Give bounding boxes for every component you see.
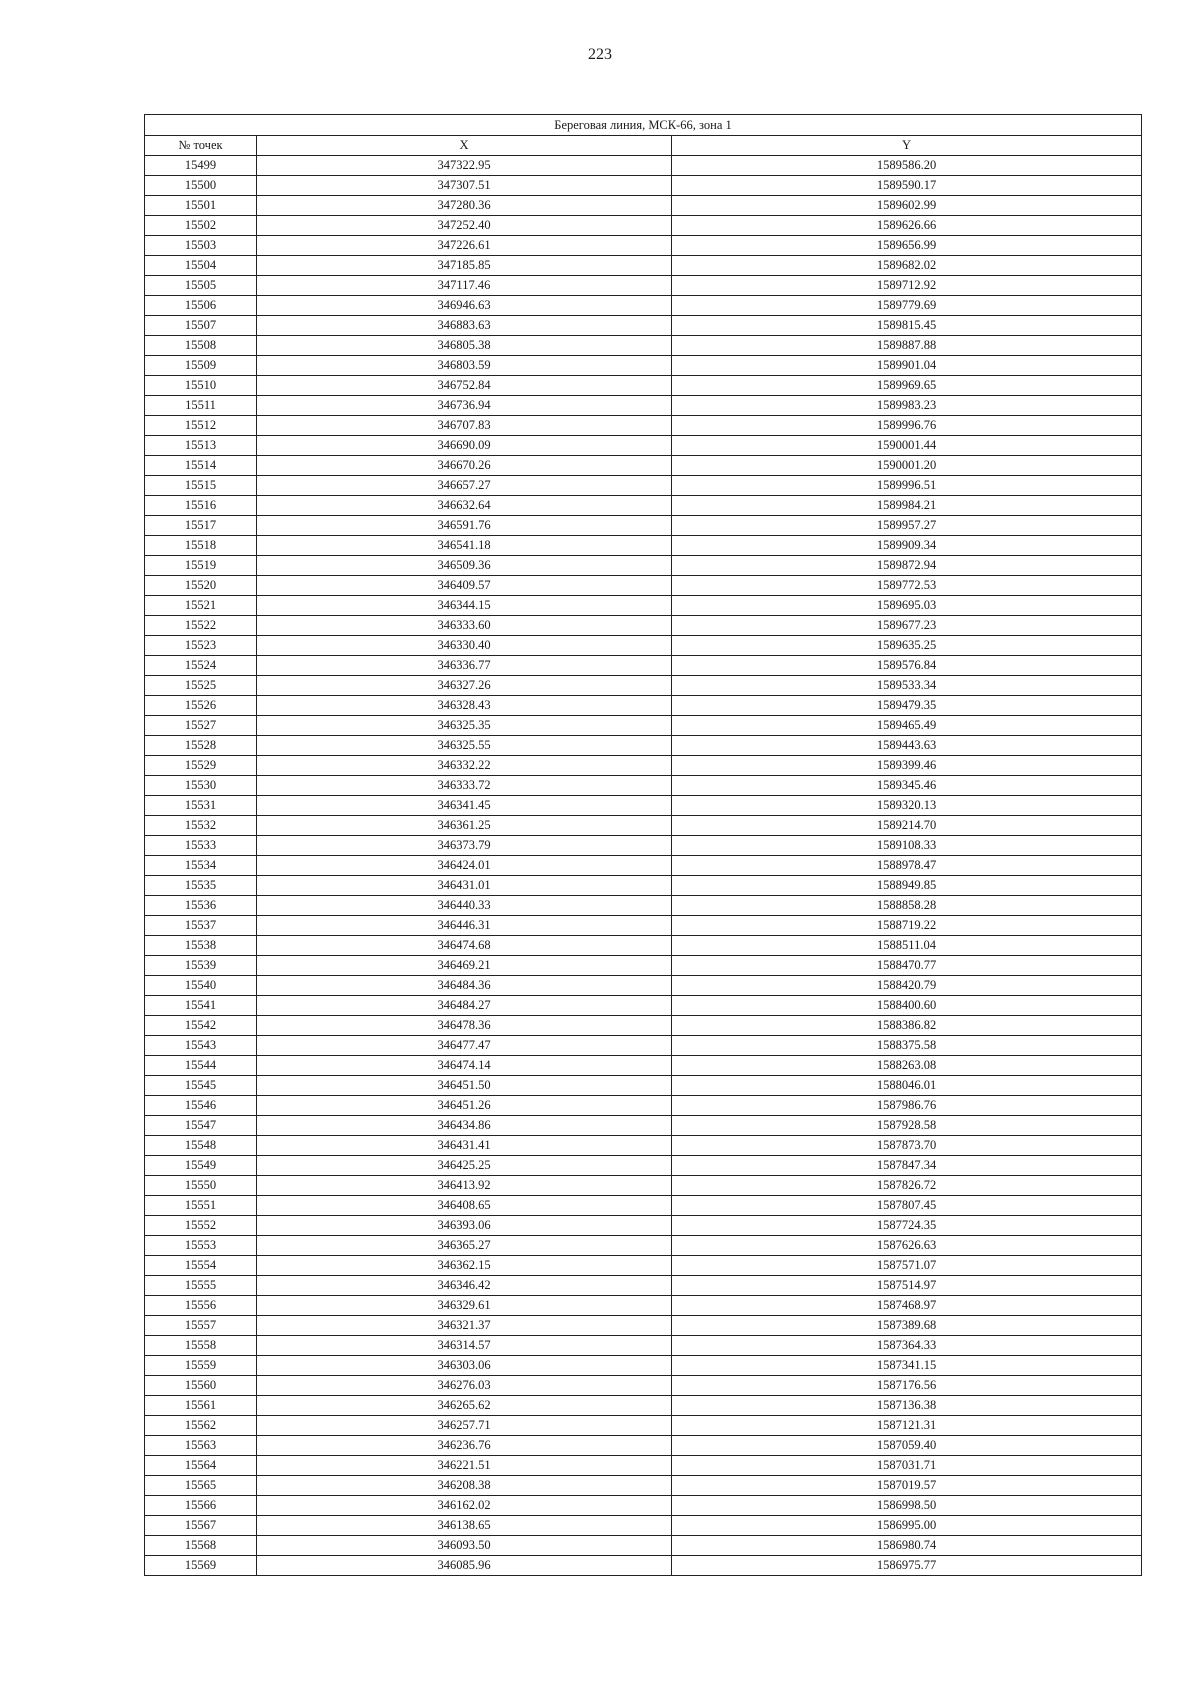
cell-x: 346670.26 — [257, 456, 672, 476]
cell-y: 1589586.20 — [672, 156, 1142, 176]
cell-point-number: 15556 — [145, 1296, 257, 1316]
cell-x: 346341.45 — [257, 796, 672, 816]
cell-x: 346805.38 — [257, 336, 672, 356]
column-header-point-number: № точек — [145, 136, 257, 156]
cell-y: 1587514.97 — [672, 1276, 1142, 1296]
cell-x: 346332.22 — [257, 756, 672, 776]
table-row — [145, 716, 1142, 736]
table-row — [145, 756, 1142, 776]
cell-x: 346883.63 — [257, 316, 672, 336]
cell-y: 1586980.74 — [672, 1536, 1142, 1556]
table-row — [145, 696, 1142, 716]
table-body — [145, 156, 1142, 1576]
cell-x: 346162.02 — [257, 1496, 672, 1516]
cell-x: 346325.55 — [257, 736, 672, 756]
cell-point-number: 15506 — [145, 296, 257, 316]
page-number: 223 — [588, 46, 612, 63]
cell-point-number: 15567 — [145, 1516, 257, 1536]
table-row — [145, 1476, 1142, 1496]
cell-x: 346328.43 — [257, 696, 672, 716]
cell-point-number: 15502 — [145, 216, 257, 236]
cell-x: 347226.61 — [257, 236, 672, 256]
cell-y: 1588400.60 — [672, 996, 1142, 1016]
table-row — [145, 676, 1142, 696]
cell-point-number: 15545 — [145, 1076, 257, 1096]
cell-point-number: 15543 — [145, 1036, 257, 1056]
cell-point-number: 15536 — [145, 896, 257, 916]
cell-y: 1587389.68 — [672, 1316, 1142, 1336]
cell-point-number: 15520 — [145, 576, 257, 596]
cell-x: 346361.25 — [257, 816, 672, 836]
cell-point-number: 15544 — [145, 1056, 257, 1076]
table-row — [145, 1396, 1142, 1416]
cell-point-number: 15528 — [145, 736, 257, 756]
table-row — [145, 1076, 1142, 1096]
cell-y: 1590001.20 — [672, 456, 1142, 476]
cell-x: 346365.27 — [257, 1236, 672, 1256]
cell-point-number: 15548 — [145, 1136, 257, 1156]
cell-point-number: 15530 — [145, 776, 257, 796]
cell-y: 1588949.85 — [672, 876, 1142, 896]
cell-point-number: 15549 — [145, 1156, 257, 1176]
table-row — [145, 296, 1142, 316]
table-row — [145, 516, 1142, 536]
table-row — [145, 316, 1142, 336]
cell-y: 1587873.70 — [672, 1136, 1142, 1156]
cell-x: 346541.18 — [257, 536, 672, 556]
cell-point-number: 15565 — [145, 1476, 257, 1496]
cell-point-number: 15521 — [145, 596, 257, 616]
table-row — [145, 1356, 1142, 1376]
table-row — [145, 1436, 1142, 1456]
cell-x: 346451.50 — [257, 1076, 672, 1096]
table-row — [145, 1316, 1142, 1336]
cell-y: 1587176.56 — [672, 1376, 1142, 1396]
table-row — [145, 1156, 1142, 1176]
cell-y: 1589772.53 — [672, 576, 1142, 596]
cell-point-number: 15519 — [145, 556, 257, 576]
cell-point-number: 15527 — [145, 716, 257, 736]
cell-x: 347307.51 — [257, 176, 672, 196]
cell-x: 346321.37 — [257, 1316, 672, 1336]
cell-y: 1588375.58 — [672, 1036, 1142, 1056]
cell-x: 347322.95 — [257, 156, 672, 176]
cell-x: 346085.96 — [257, 1556, 672, 1576]
cell-y: 1588858.28 — [672, 896, 1142, 916]
cell-y: 1588511.04 — [672, 936, 1142, 956]
cell-x: 346257.71 — [257, 1416, 672, 1436]
cell-point-number: 15550 — [145, 1176, 257, 1196]
cell-y: 1589576.84 — [672, 656, 1142, 676]
cell-y: 1587019.57 — [672, 1476, 1142, 1496]
cell-y: 1589635.25 — [672, 636, 1142, 656]
cell-y: 1589602.99 — [672, 196, 1142, 216]
cell-y: 1588046.01 — [672, 1076, 1142, 1096]
cell-x: 346736.94 — [257, 396, 672, 416]
cell-x: 346346.42 — [257, 1276, 672, 1296]
cell-x: 346329.61 — [257, 1296, 672, 1316]
cell-point-number: 15508 — [145, 336, 257, 356]
cell-x: 347117.46 — [257, 276, 672, 296]
table-row — [145, 1196, 1142, 1216]
cell-point-number: 15563 — [145, 1436, 257, 1456]
table-row — [145, 396, 1142, 416]
cell-y: 1588978.47 — [672, 856, 1142, 876]
cell-y: 1587136.38 — [672, 1396, 1142, 1416]
cell-point-number: 15522 — [145, 616, 257, 636]
cell-point-number: 15560 — [145, 1376, 257, 1396]
cell-x: 346236.76 — [257, 1436, 672, 1456]
cell-point-number: 15546 — [145, 1096, 257, 1116]
cell-x: 346208.38 — [257, 1476, 672, 1496]
cell-x: 346484.27 — [257, 996, 672, 1016]
cell-y: 1587121.31 — [672, 1416, 1142, 1436]
cell-x: 347252.40 — [257, 216, 672, 236]
coordinates-table — [144, 114, 1142, 1576]
table-row — [145, 576, 1142, 596]
cell-point-number: 15558 — [145, 1336, 257, 1356]
cell-y: 1587031.71 — [672, 1456, 1142, 1476]
cell-point-number: 15500 — [145, 176, 257, 196]
cell-point-number: 15568 — [145, 1536, 257, 1556]
cell-y: 1589682.02 — [672, 256, 1142, 276]
table-row — [145, 336, 1142, 356]
table-row — [145, 1216, 1142, 1236]
cell-x: 346752.84 — [257, 376, 672, 396]
cell-point-number: 15555 — [145, 1276, 257, 1296]
table-row — [145, 876, 1142, 896]
cell-x: 346657.27 — [257, 476, 672, 496]
table-row — [145, 1136, 1142, 1156]
cell-y: 1587341.15 — [672, 1356, 1142, 1376]
column-header-x: X — [257, 136, 672, 156]
cell-x: 346408.65 — [257, 1196, 672, 1216]
table-row — [145, 1496, 1142, 1516]
table-row — [145, 896, 1142, 916]
table-row — [145, 796, 1142, 816]
table-row — [145, 1336, 1142, 1356]
table-row — [145, 156, 1142, 176]
table-row — [145, 1176, 1142, 1196]
cell-point-number: 15499 — [145, 156, 257, 176]
table-row — [145, 496, 1142, 516]
cell-y: 1589901.04 — [672, 356, 1142, 376]
cell-x: 347280.36 — [257, 196, 672, 216]
cell-point-number: 15529 — [145, 756, 257, 776]
cell-x: 346265.62 — [257, 1396, 672, 1416]
table-row — [145, 1456, 1142, 1476]
cell-y: 1589443.63 — [672, 736, 1142, 756]
cell-point-number: 15552 — [145, 1216, 257, 1236]
table-row — [145, 236, 1142, 256]
cell-point-number: 15504 — [145, 256, 257, 276]
cell-x: 346362.15 — [257, 1256, 672, 1276]
cell-y: 1589815.45 — [672, 316, 1142, 336]
table-row — [145, 636, 1142, 656]
cell-x: 346451.26 — [257, 1096, 672, 1116]
table-row — [145, 1236, 1142, 1256]
table-row — [145, 1516, 1142, 1536]
table-row — [145, 1556, 1142, 1576]
table-row — [145, 816, 1142, 836]
cell-point-number: 15511 — [145, 396, 257, 416]
cell-x: 346434.86 — [257, 1116, 672, 1136]
cell-point-number: 15523 — [145, 636, 257, 656]
table-row — [145, 956, 1142, 976]
cell-point-number: 15559 — [145, 1356, 257, 1376]
table-row — [145, 656, 1142, 676]
cell-point-number: 15539 — [145, 956, 257, 976]
cell-y: 1589677.23 — [672, 616, 1142, 636]
cell-y: 1589108.33 — [672, 836, 1142, 856]
cell-y: 1589214.70 — [672, 816, 1142, 836]
cell-y: 1586998.50 — [672, 1496, 1142, 1516]
table-header — [145, 115, 1142, 156]
cell-y: 1589695.03 — [672, 596, 1142, 616]
cell-y: 1587826.72 — [672, 1176, 1142, 1196]
cell-point-number: 15566 — [145, 1496, 257, 1516]
cell-x: 346474.68 — [257, 936, 672, 956]
cell-y: 1587626.63 — [672, 1236, 1142, 1256]
cell-x: 346344.15 — [257, 596, 672, 616]
cell-point-number: 15564 — [145, 1456, 257, 1476]
cell-x: 346327.26 — [257, 676, 672, 696]
cell-x: 346424.01 — [257, 856, 672, 876]
cell-y: 1589656.99 — [672, 236, 1142, 256]
cell-y: 1589779.69 — [672, 296, 1142, 316]
cell-x: 346690.09 — [257, 436, 672, 456]
cell-y: 1587364.33 — [672, 1336, 1142, 1356]
table-row — [145, 436, 1142, 456]
cell-y: 1589626.66 — [672, 216, 1142, 236]
cell-point-number: 15541 — [145, 996, 257, 1016]
cell-y: 1588719.22 — [672, 916, 1142, 936]
cell-y: 1589969.65 — [672, 376, 1142, 396]
cell-point-number: 15534 — [145, 856, 257, 876]
cell-point-number: 15524 — [145, 656, 257, 676]
cell-x: 346431.41 — [257, 1136, 672, 1156]
cell-y: 1589320.13 — [672, 796, 1142, 816]
table-row — [145, 1036, 1142, 1056]
cell-point-number: 15535 — [145, 876, 257, 896]
cell-point-number: 15551 — [145, 1196, 257, 1216]
cell-x: 346591.76 — [257, 516, 672, 536]
cell-y: 1587571.07 — [672, 1256, 1142, 1276]
cell-x: 346413.92 — [257, 1176, 672, 1196]
cell-x: 346469.21 — [257, 956, 672, 976]
cell-point-number: 15531 — [145, 796, 257, 816]
table-row — [145, 736, 1142, 756]
cell-point-number: 15503 — [145, 236, 257, 256]
table-row — [145, 536, 1142, 556]
table-row — [145, 276, 1142, 296]
table-row — [145, 196, 1142, 216]
cell-point-number: 15526 — [145, 696, 257, 716]
table-row — [145, 416, 1142, 436]
cell-y: 1589465.49 — [672, 716, 1142, 736]
cell-y: 1586975.77 — [672, 1556, 1142, 1576]
cell-y: 1589712.92 — [672, 276, 1142, 296]
cell-x: 346373.79 — [257, 836, 672, 856]
cell-point-number: 15537 — [145, 916, 257, 936]
cell-point-number: 15509 — [145, 356, 257, 376]
cell-x: 346333.72 — [257, 776, 672, 796]
cell-point-number: 15512 — [145, 416, 257, 436]
cell-x: 346330.40 — [257, 636, 672, 656]
cell-y: 1586995.00 — [672, 1516, 1142, 1536]
table-row — [145, 1096, 1142, 1116]
cell-x: 346431.01 — [257, 876, 672, 896]
cell-point-number: 15557 — [145, 1316, 257, 1336]
cell-point-number: 15507 — [145, 316, 257, 336]
cell-point-number: 15553 — [145, 1236, 257, 1256]
cell-x: 346478.36 — [257, 1016, 672, 1036]
table-caption: Береговая линия, МСК-66, зона 1 — [145, 115, 1142, 136]
table-row — [145, 916, 1142, 936]
table-row — [145, 216, 1142, 236]
cell-y: 1589996.51 — [672, 476, 1142, 496]
table-row — [145, 1276, 1142, 1296]
cell-x: 346477.47 — [257, 1036, 672, 1056]
cell-x: 346509.36 — [257, 556, 672, 576]
cell-y: 1588420.79 — [672, 976, 1142, 996]
table-row — [145, 1296, 1142, 1316]
cell-y: 1589399.46 — [672, 756, 1142, 776]
cell-point-number: 15547 — [145, 1116, 257, 1136]
cell-y: 1589345.46 — [672, 776, 1142, 796]
cell-y: 1590001.44 — [672, 436, 1142, 456]
cell-y: 1587807.45 — [672, 1196, 1142, 1216]
cell-x: 347185.85 — [257, 256, 672, 276]
table-row — [145, 1016, 1142, 1036]
cell-point-number: 15542 — [145, 1016, 257, 1036]
table-row — [145, 1536, 1142, 1556]
table-row — [145, 176, 1142, 196]
cell-y: 1588386.82 — [672, 1016, 1142, 1036]
table-row — [145, 456, 1142, 476]
cell-y: 1589983.23 — [672, 396, 1142, 416]
table-row — [145, 376, 1142, 396]
column-header-y: Y — [672, 136, 1142, 156]
cell-x: 346484.36 — [257, 976, 672, 996]
cell-x: 346093.50 — [257, 1536, 672, 1556]
cell-point-number: 15517 — [145, 516, 257, 536]
cell-point-number: 15532 — [145, 816, 257, 836]
cell-x: 346303.06 — [257, 1356, 672, 1376]
cell-x: 346221.51 — [257, 1456, 672, 1476]
cell-point-number: 15562 — [145, 1416, 257, 1436]
cell-point-number: 15515 — [145, 476, 257, 496]
cell-x: 346446.31 — [257, 916, 672, 936]
table-row — [145, 616, 1142, 636]
table-row — [145, 356, 1142, 376]
table-row — [145, 256, 1142, 276]
cell-point-number: 15516 — [145, 496, 257, 516]
table-row — [145, 996, 1142, 1016]
table-row — [145, 936, 1142, 956]
cell-y: 1589909.34 — [672, 536, 1142, 556]
cell-y: 1588470.77 — [672, 956, 1142, 976]
cell-x: 346138.65 — [257, 1516, 672, 1536]
cell-point-number: 15514 — [145, 456, 257, 476]
cell-y: 1588263.08 — [672, 1056, 1142, 1076]
cell-x: 346314.57 — [257, 1336, 672, 1356]
cell-y: 1589984.21 — [672, 496, 1142, 516]
cell-point-number: 15501 — [145, 196, 257, 216]
cell-point-number: 15561 — [145, 1396, 257, 1416]
cell-y: 1589533.34 — [672, 676, 1142, 696]
cell-x: 346632.64 — [257, 496, 672, 516]
table-row — [145, 836, 1142, 856]
cell-y: 1589590.17 — [672, 176, 1142, 196]
cell-point-number: 15533 — [145, 836, 257, 856]
cell-x: 346474.14 — [257, 1056, 672, 1076]
table-row — [145, 1056, 1142, 1076]
cell-x: 346276.03 — [257, 1376, 672, 1396]
cell-point-number: 15540 — [145, 976, 257, 996]
table-row — [145, 856, 1142, 876]
cell-x: 346336.77 — [257, 656, 672, 676]
table-row — [145, 1416, 1142, 1436]
cell-y: 1587986.76 — [672, 1096, 1142, 1116]
cell-point-number: 15569 — [145, 1556, 257, 1576]
table-row — [145, 1376, 1142, 1396]
cell-x: 346325.35 — [257, 716, 672, 736]
cell-x: 346393.06 — [257, 1216, 672, 1236]
table-row — [145, 1256, 1142, 1276]
cell-point-number: 15510 — [145, 376, 257, 396]
cell-point-number: 15518 — [145, 536, 257, 556]
cell-x: 346803.59 — [257, 356, 672, 376]
cell-x: 346409.57 — [257, 576, 672, 596]
cell-y: 1587059.40 — [672, 1436, 1142, 1456]
cell-point-number: 15513 — [145, 436, 257, 456]
cell-y: 1589887.88 — [672, 336, 1142, 356]
cell-x: 346707.83 — [257, 416, 672, 436]
cell-y: 1589872.94 — [672, 556, 1142, 576]
cell-point-number: 15538 — [145, 936, 257, 956]
cell-y: 1587468.97 — [672, 1296, 1142, 1316]
table-row — [145, 976, 1142, 996]
table-row — [145, 1116, 1142, 1136]
cell-point-number: 15525 — [145, 676, 257, 696]
cell-x: 346425.25 — [257, 1156, 672, 1176]
cell-y: 1587847.34 — [672, 1156, 1142, 1176]
cell-point-number: 15554 — [145, 1256, 257, 1276]
cell-y: 1589479.35 — [672, 696, 1142, 716]
table-row — [145, 476, 1142, 496]
cell-x: 346440.33 — [257, 896, 672, 916]
cell-x: 346946.63 — [257, 296, 672, 316]
table-row — [145, 776, 1142, 796]
table-row — [145, 556, 1142, 576]
cell-x: 346333.60 — [257, 616, 672, 636]
cell-y: 1587724.35 — [672, 1216, 1142, 1236]
cell-point-number: 15505 — [145, 276, 257, 296]
cell-y: 1589957.27 — [672, 516, 1142, 536]
table-row — [145, 596, 1142, 616]
cell-y: 1587928.58 — [672, 1116, 1142, 1136]
cell-y: 1589996.76 — [672, 416, 1142, 436]
